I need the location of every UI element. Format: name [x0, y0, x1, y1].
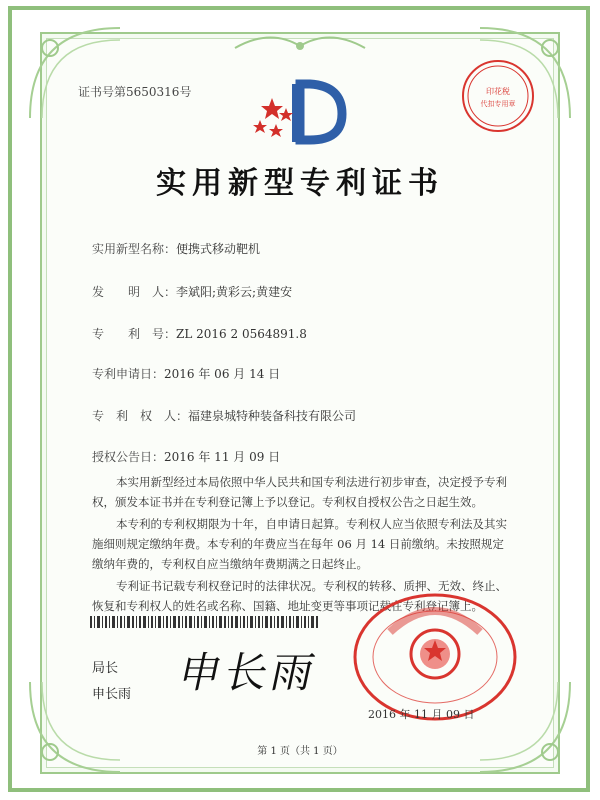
state-ip-office-seal [350, 592, 520, 722]
field-row [92, 323, 307, 342]
field-row [92, 281, 292, 300]
svg-text:印花税: 印花税 [486, 87, 510, 96]
page-footer: 第 1 页（共 1 页） [257, 746, 343, 757]
director-name: 申长雨 [92, 687, 132, 702]
field-label: 授权公告日： [92, 450, 165, 464]
field-label: 专 利 号： [92, 327, 177, 341]
field-value: 李斌阳;黄彩云;黄建安 [176, 285, 293, 299]
field-label: 专利申请日： [92, 367, 165, 381]
paragraph-grant: 本实用新型经过本局依照中华人民共和国专利法进行初步审查，决定授予专利权，颁发本证书并在专利登记簿上予以登记。专利权自授权公告之日起生效。 [92, 475, 507, 509]
field-row [92, 238, 260, 257]
director-signature: 申长雨 [174, 648, 323, 697]
field-row [92, 405, 356, 424]
field-label: 实用新型名称： [92, 242, 177, 256]
paragraph-legal-status: 专利证书记载专利权登记时的法律状况。专利权的转移、质押、无效、终止、恢复和专利权人的姓名或名称、国籍、地址变更等事项记载在专利登记簿上。 [92, 579, 507, 613]
corner-ornament-top-left [20, 18, 130, 128]
field-label: 发 明 人： [92, 285, 177, 299]
top-ornament [230, 28, 370, 58]
field-value: 2016 年 06 月 14 日 [164, 367, 281, 381]
field-value: ZL 2016 2 0564891.8 [176, 327, 307, 341]
certificate-number: 证书号第5650316号 [78, 85, 192, 99]
field-label: 专 利 权 人： [92, 409, 189, 423]
svg-text:代扣专用章: 代扣专用章 [480, 100, 516, 108]
field-value: 2016 年 11 月 09 日 [164, 450, 281, 464]
field-value: 便携式移动靶机 [176, 242, 261, 256]
field-value: 福建泉城特种装备科技有限公司 [188, 409, 357, 423]
tax-stamp-seal [458, 56, 538, 136]
field-row [92, 446, 280, 465]
barcode [90, 616, 320, 628]
patent-office-logo [250, 78, 350, 148]
issue-date: 2016 年 11 月 09 日 [368, 708, 475, 721]
director-title: 局长 [92, 661, 119, 676]
certificate-title: 实用新型专利证书 [156, 166, 444, 201]
paragraph-term: 本专利的专利权期限为十年，自申请日起算。专利权人应当依照专利法及其实施细则规定缴纳年费。本专利的年费应当在每年 06 月 14 日前缴纳。未按照规定缴纳年费的，专利权自应当缴纳年费期满之日起终止。 [92, 517, 507, 571]
field-row [92, 363, 280, 382]
